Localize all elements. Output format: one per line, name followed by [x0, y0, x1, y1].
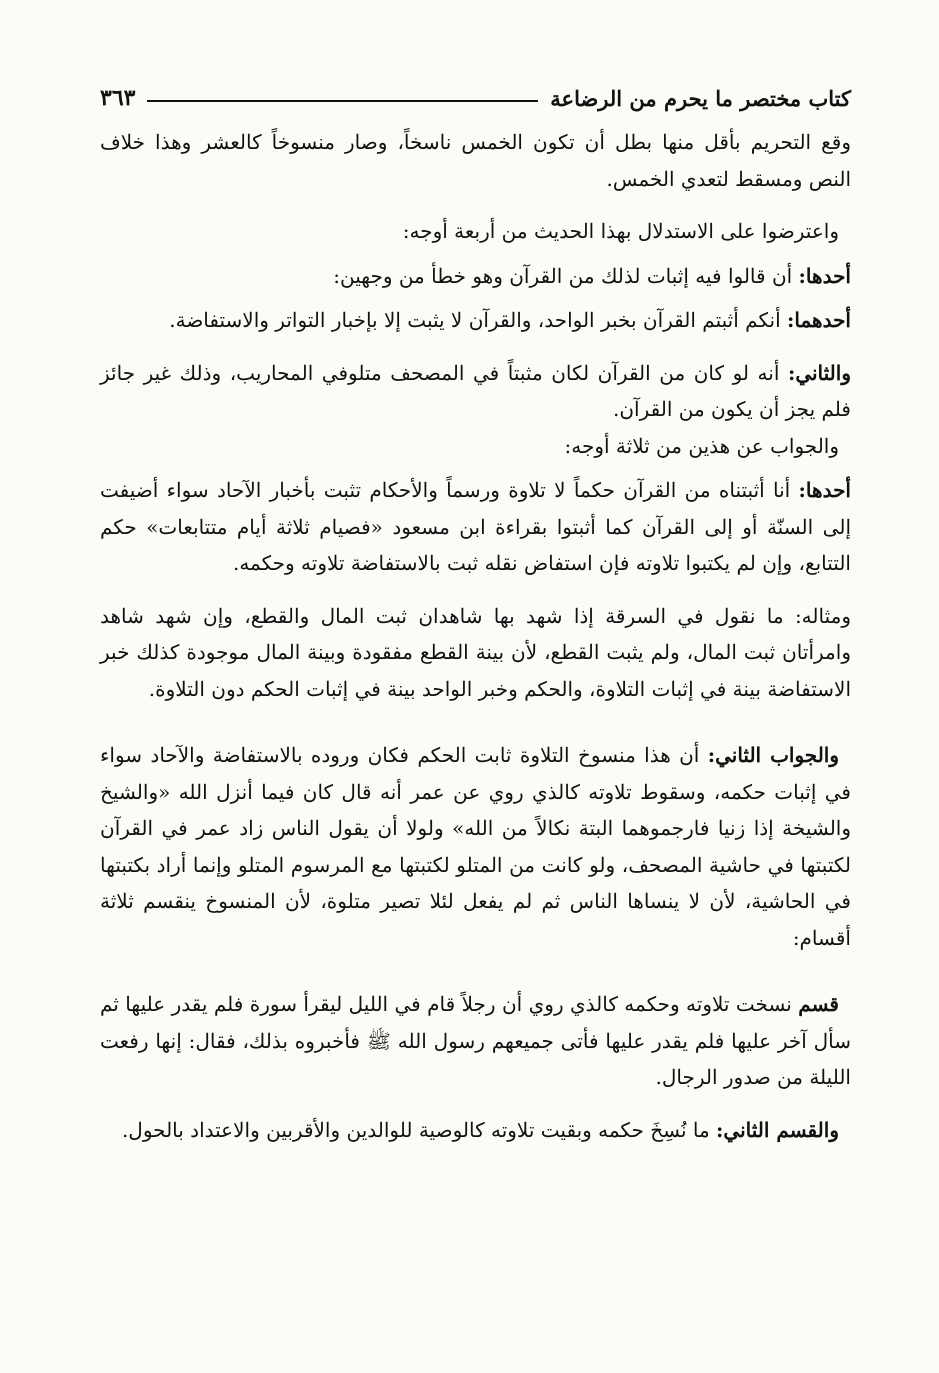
paragraph-continuation: وقع التحريم بأقل منها بطل أن تكون الخمس ناسخاً، وصار منسوخاً كالعشر وهذا خلاف النص ومسقط لتعدي الخمس.	[100, 130, 851, 191]
running-header	[100, 80, 851, 116]
header-rule	[147, 100, 538, 102]
paragraph-category-2: والقسم الثاني: ما نُسِخَ حكمه وبقيت تلاوته كالوصية للوالدين والأقربين والاعتداد بالحول.	[121, 1117, 839, 1142]
paragraph-reason-1: أحدهما: أنكم أثبتم القرآن بخبر الواحد، والقرآن لا يثبت إلا بإخبار التواتر والاستفاضة.	[169, 308, 851, 332]
page-number: ٣٦٣	[100, 85, 136, 111]
paragraph-answer-2: والجواب الثاني: أن هذا منسوخ التلاوة ثابت الحكم فكان وروده بالاستفاضة والآحاد سواء في إثبات حكمه، وسقوط تلاوته كالذي روي عن عمر أنه قال كان فيما أنزل الله «والشيخ والشيخة إذا زنيا فارجموهما البتة نكالاً من الله» ولولا أن يقول الناس زاد عمر في القرآن لكتبتها في حاشية المصحف، ولو كانت من المتلو لكتبتها مع المرسوم المتلو وإنما أراد بكتبتها في الحاشية، لأن لا ينساها الناس ثم لم يفعل لئلا تصير متلوة، لأن المنسوخ ينقسم ثلاثة أقسام:	[100, 743, 852, 950]
paragraph-answer-intro: والجواب عن هذين من ثلاثة أوجه:	[564, 433, 839, 458]
paragraph-reason-2: والثاني: أنه لو كان من القرآن لكان مثبتاً في المصحف متلوفي المحاريب، وذلك غير جائز فلم يجز أن يكون من القرآن.	[100, 360, 851, 421]
book-title: كتاب مختصر ما يحرم من الرضاعة	[550, 85, 851, 111]
paragraph-objection-1: أحدها: أن قالوا فيه إثبات لذلك من القرآن وهو خطأ من وجهين:	[333, 263, 851, 288]
paragraph-objections-intro: واعترضوا على الاستدلال بهذا الحديث من أربعة أوجه:	[402, 219, 839, 243]
paragraph-answer-1: أحدها: أنا أثبتناه من القرآن حكماً لا تلاوة ورسماً والأحكام تثبت بأخبار الآحاد سواء أضيفت إلى السنّة أو إلى القرآن كما أثبتوا بقراءة ابن مسعود «فصيام ثلاثة أيام متتابعات» حكم التتابع، وإن لم يكتبوا تلاوته فإن استفاض نقله ثبت بالاستفاضة تلاوته وحكمه.	[100, 478, 851, 575]
paragraph-example: ومثاله: ما نقول في السرقة إذا شهد بها شاهدان ثبت المال والقطع، وإن شهد شاهد وامرأتان ثبت المال، ولم يثبت القطع، لأن بينة القطع مفقودة وبينة المال موجودة كذلك خبر الاستفاضة بينة في إثبات التلاوة، والحكم وخبر الواحد بينة في إثبات الحكم دون التلاوة.	[100, 603, 851, 701]
paragraph-category-1: قسم نسخت تلاوته وحكمه كالذي روي أن رجلاً قام في الليل ليقرأ سورة فلم يقدر عليها ثم سأل آخر عليها فلم يقدر عليها فأتى جميعهم رسول الله ﷺ فأخبروه بذلك، فقال: إنها رفعت الليلة من صدور الرجال.	[100, 992, 851, 1089]
page-body	[100, 124, 851, 1148]
